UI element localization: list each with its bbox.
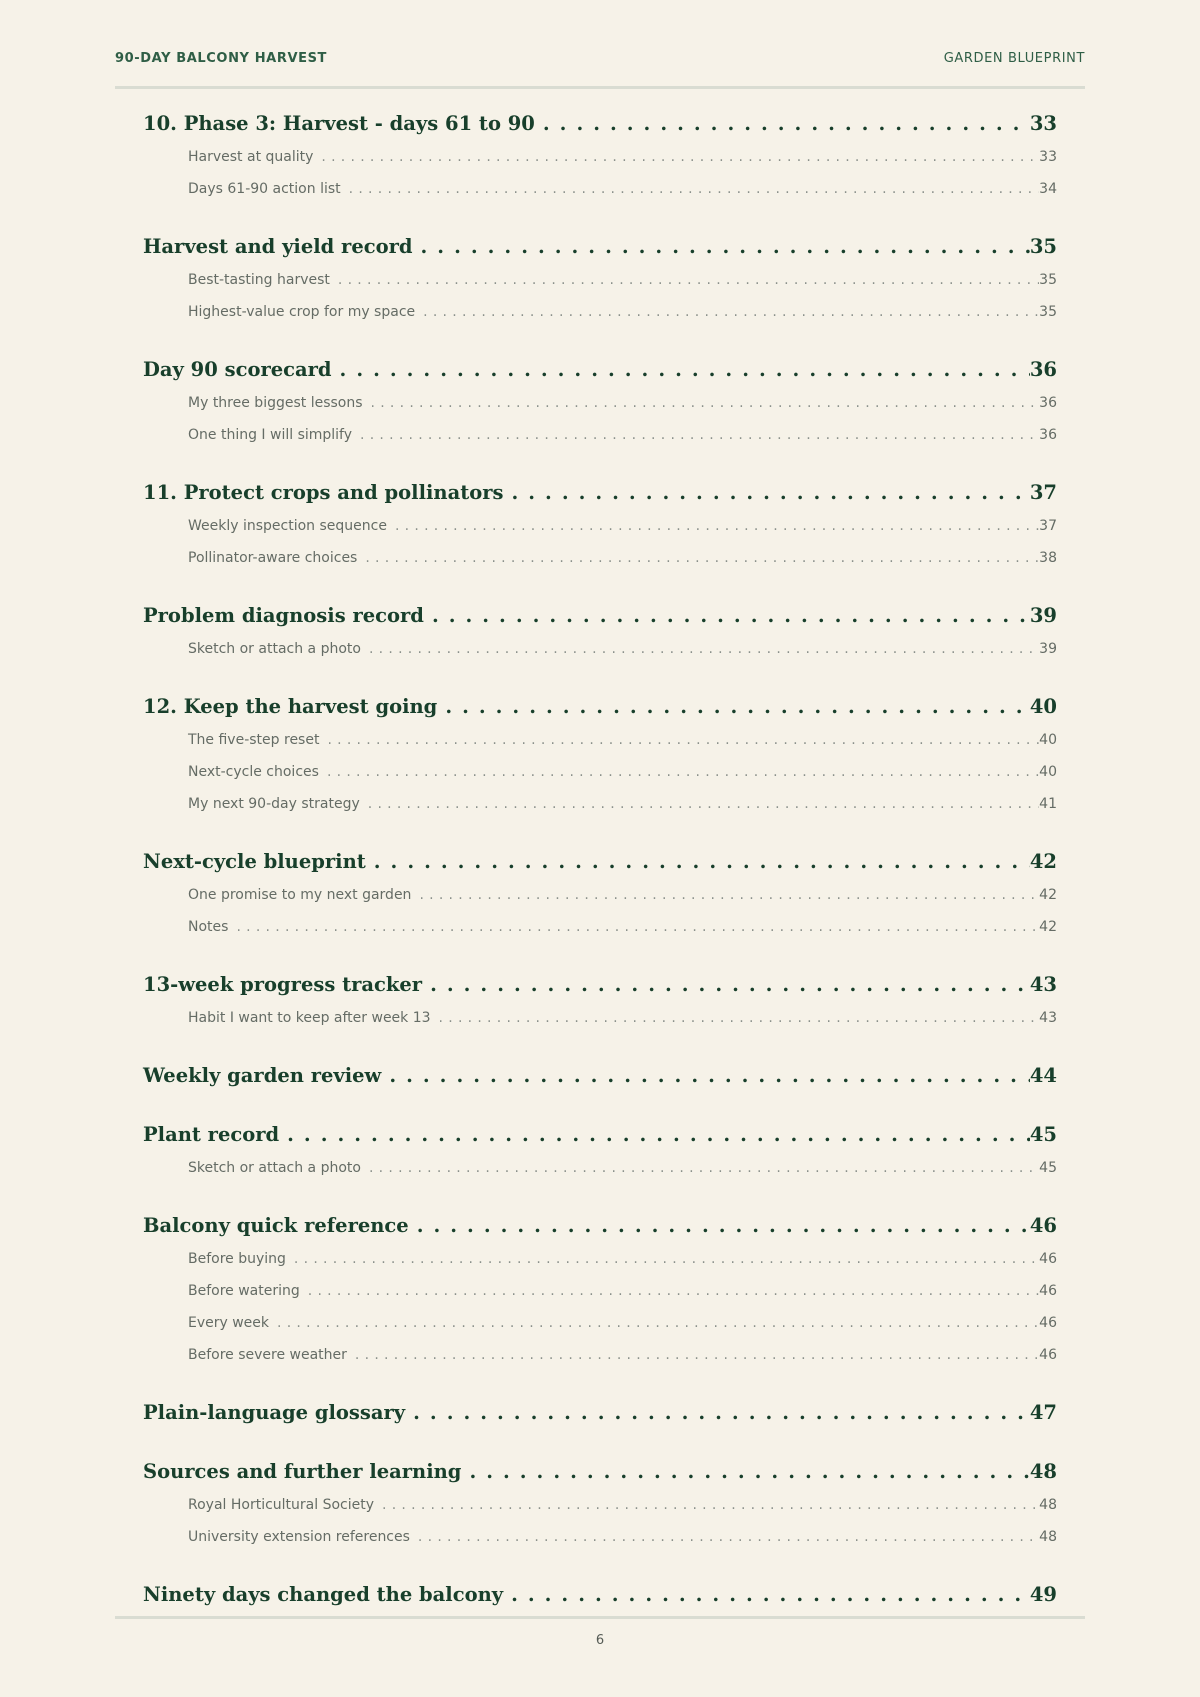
toc-entry-page: 35 [1039,304,1057,320]
dot-leader [361,641,1039,657]
toc-subsection-entry[interactable] [143,764,1057,796]
dot-leader [410,1529,1039,1545]
toc-entry-title: University extension references [188,1529,410,1545]
toc-entry-page: 40 [1039,732,1057,748]
toc-subsection-entry[interactable] [143,732,1057,764]
toc-entry-page: 43 [1039,1010,1057,1026]
toc-entry-title: 12. Keep the harvest going [143,695,438,718]
toc-subsection-entry[interactable] [143,272,1057,304]
toc-entry-page: 44 [1029,1064,1057,1087]
toc-subsection-entry[interactable] [143,796,1057,828]
toc-entry-page: 47 [1029,1401,1057,1424]
toc-entry-page: 39 [1039,641,1057,657]
dot-leader [228,919,1039,935]
toc-entry-title: Before buying [188,1251,286,1267]
toc-entry-page: 49 [1029,1583,1057,1606]
toc-entry-title: Notes [188,919,229,935]
toc-subsection-entry[interactable] [143,1251,1057,1283]
toc-entry-page: 46 [1039,1251,1057,1267]
toc-entry-title: Next-cycle blueprint [143,850,366,873]
toc-entry-title: Sources and further learning [143,1460,462,1483]
toc-subsection-entry[interactable] [143,1010,1057,1042]
dot-leader [374,1497,1039,1513]
toc-entry-page: 48 [1039,1497,1057,1513]
dot-leader [313,149,1039,165]
toc-subsection-entry[interactable] [143,518,1057,550]
toc-subsection-entry[interactable] [143,1497,1057,1529]
toc-entry-title: My three biggest lessons [188,395,363,411]
dot-leader [381,1064,1030,1087]
toc-subsection-entry[interactable] [143,1347,1057,1379]
toc-entry-title: The five-step reset [188,732,320,748]
dot-leader [461,1460,1029,1483]
toc-entry-title: Sketch or attach a photo [188,641,361,657]
page-number: 6 [595,1633,605,1648]
dot-leader [424,604,1030,627]
toc-entry-page: 37 [1039,518,1057,534]
toc-entry-page: 36 [1039,395,1057,411]
toc-entry-page: 42 [1029,850,1057,873]
toc-entry-page: 46 [1039,1347,1057,1363]
toc-entry-page: 36 [1029,358,1057,381]
toc-entry-page: 36 [1039,427,1057,443]
toc-entry-title: Highest-value crop for my space [188,304,416,320]
dot-leader [363,395,1040,411]
toc-subsection-entry[interactable] [143,641,1057,673]
dot-leader [286,1251,1039,1267]
dot-leader [503,481,1029,504]
toc-section-entry[interactable] [143,695,1057,732]
toc-entry-title: Sketch or attach a photo [188,1160,361,1176]
toc-section-entry[interactable] [143,1123,1057,1160]
toc-subsection-entry[interactable] [143,1160,1057,1192]
toc-section-entry[interactable] [143,1214,1057,1251]
toc-entry-page: 42 [1039,919,1057,935]
toc-entry-page: 41 [1039,796,1057,812]
dot-leader [347,1347,1039,1363]
toc-entry-page: 33 [1039,149,1057,165]
toc-entry-title: Weekly inspection sequence [188,518,387,534]
dot-leader [352,427,1039,443]
toc-entry-page: 48 [1039,1529,1057,1545]
dot-leader [361,1160,1039,1176]
toc-subsection-entry[interactable] [143,1529,1057,1561]
toc-section-entry[interactable] [143,358,1057,395]
header-section-title: GARDEN BLUEPRINT [943,51,1085,66]
toc-entry-page: 33 [1029,112,1057,135]
toc-entry-title: Problem diagnosis record [143,604,424,627]
dot-leader [357,550,1039,566]
dot-leader [411,887,1039,903]
toc-entry-page: 34 [1039,181,1057,197]
toc-entry-title: Every week [188,1315,270,1331]
toc-entry-title: Plain-language glossary [143,1401,406,1424]
toc-section-entry[interactable] [143,1401,1057,1438]
toc-entry-title: Ninety days changed the balcony [143,1583,504,1606]
toc-entry-page: 45 [1039,1160,1057,1176]
toc-entry-title: One thing I will simplify [188,427,353,443]
toc-section-entry[interactable] [143,235,1057,272]
table-of-contents [143,112,1057,1620]
dot-leader [503,1583,1030,1606]
toc-entry-page: 39 [1029,604,1057,627]
dot-leader [422,973,1030,996]
toc-entry-page: 38 [1039,550,1057,566]
dot-leader [437,695,1030,718]
toc-section-entry[interactable] [143,481,1057,518]
toc-entry-title: Pollinator-aware choices [188,550,358,566]
dot-leader [279,1123,1030,1146]
toc-entry-title: Harvest and yield record [143,235,413,258]
toc-entry-title: Before watering [188,1283,300,1299]
toc-subsection-entry[interactable] [143,1315,1057,1347]
footer-divider [115,1616,1085,1619]
dot-leader [332,358,1030,381]
dot-leader [413,235,1030,258]
toc-section-entry[interactable] [143,973,1057,1010]
toc-entry-page: 48 [1029,1460,1057,1483]
toc-entry-page: 40 [1029,695,1057,718]
dot-leader [535,112,1030,135]
toc-entry-title: Royal Horticultural Society [188,1497,375,1513]
toc-entry-title: Balcony quick reference [143,1214,409,1237]
toc-entry-page: 35 [1029,235,1057,258]
toc-entry-page: 40 [1039,764,1057,780]
dot-leader [269,1315,1039,1331]
toc-entry-title: Before severe weather [188,1347,347,1363]
dot-leader [405,1401,1030,1424]
toc-entry-title: 10. Phase 3: Harvest - days 61 to 90 [143,112,535,135]
toc-subsection-entry[interactable] [143,304,1057,336]
toc-subsection-entry[interactable] [143,550,1057,582]
dot-leader [409,1214,1030,1237]
toc-entry-title: Weekly garden review [143,1064,382,1087]
toc-subsection-entry[interactable] [143,919,1057,951]
toc-subsection-entry[interactable] [143,181,1057,213]
toc-section-entry[interactable] [143,850,1057,887]
dot-leader [341,181,1040,197]
toc-entry-page: 43 [1029,973,1057,996]
toc-subsection-entry[interactable] [143,395,1057,427]
toc-entry-title: Habit I want to keep after week 13 [188,1010,431,1026]
toc-entry-page: 42 [1039,887,1057,903]
dot-leader [415,304,1039,320]
toc-section-entry[interactable] [143,112,1057,149]
toc-entry-title: Best-tasting harvest [188,272,330,288]
toc-section-entry[interactable] [143,604,1057,641]
toc-entry-title: One promise to my next garden [188,887,412,903]
dot-leader [319,764,1039,780]
toc-section-entry[interactable] [143,1583,1057,1620]
toc-entry-page: 46 [1039,1283,1057,1299]
toc-entry-page: 45 [1029,1123,1057,1146]
header-book-title: 90-DAY BALCONY HARVEST [115,51,328,66]
toc-entry-title: Day 90 scorecard [143,358,332,381]
dot-leader [360,796,1039,812]
dot-leader [387,518,1039,534]
toc-subsection-entry[interactable] [143,427,1057,459]
toc-entry-page: 37 [1029,481,1057,504]
toc-entry-title: Harvest at quality [188,149,314,165]
dot-leader [319,732,1039,748]
toc-entry-title: Days 61-90 action list [188,181,341,197]
toc-subsection-entry[interactable] [143,1283,1057,1315]
toc-entry-title: My next 90-day strategy [188,796,360,812]
running-header [115,48,1085,89]
dot-leader [431,1010,1040,1026]
toc-entry-title: Next-cycle choices [188,764,319,780]
toc-subsection-entry[interactable] [143,887,1057,919]
dot-leader [366,850,1030,873]
dot-leader [330,272,1039,288]
toc-entry-title: 11. Protect crops and pollinators [143,481,504,504]
toc-entry-page: 46 [1029,1214,1057,1237]
toc-entry-page: 35 [1039,272,1057,288]
toc-entry-page: 46 [1039,1315,1057,1331]
toc-entry-title: 13-week progress tracker [143,973,423,996]
toc-entry-title: Plant record [143,1123,280,1146]
toc-section-entry[interactable] [143,1460,1057,1497]
toc-subsection-entry[interactable] [143,149,1057,181]
dot-leader [300,1283,1039,1299]
toc-section-entry[interactable] [143,1064,1057,1101]
